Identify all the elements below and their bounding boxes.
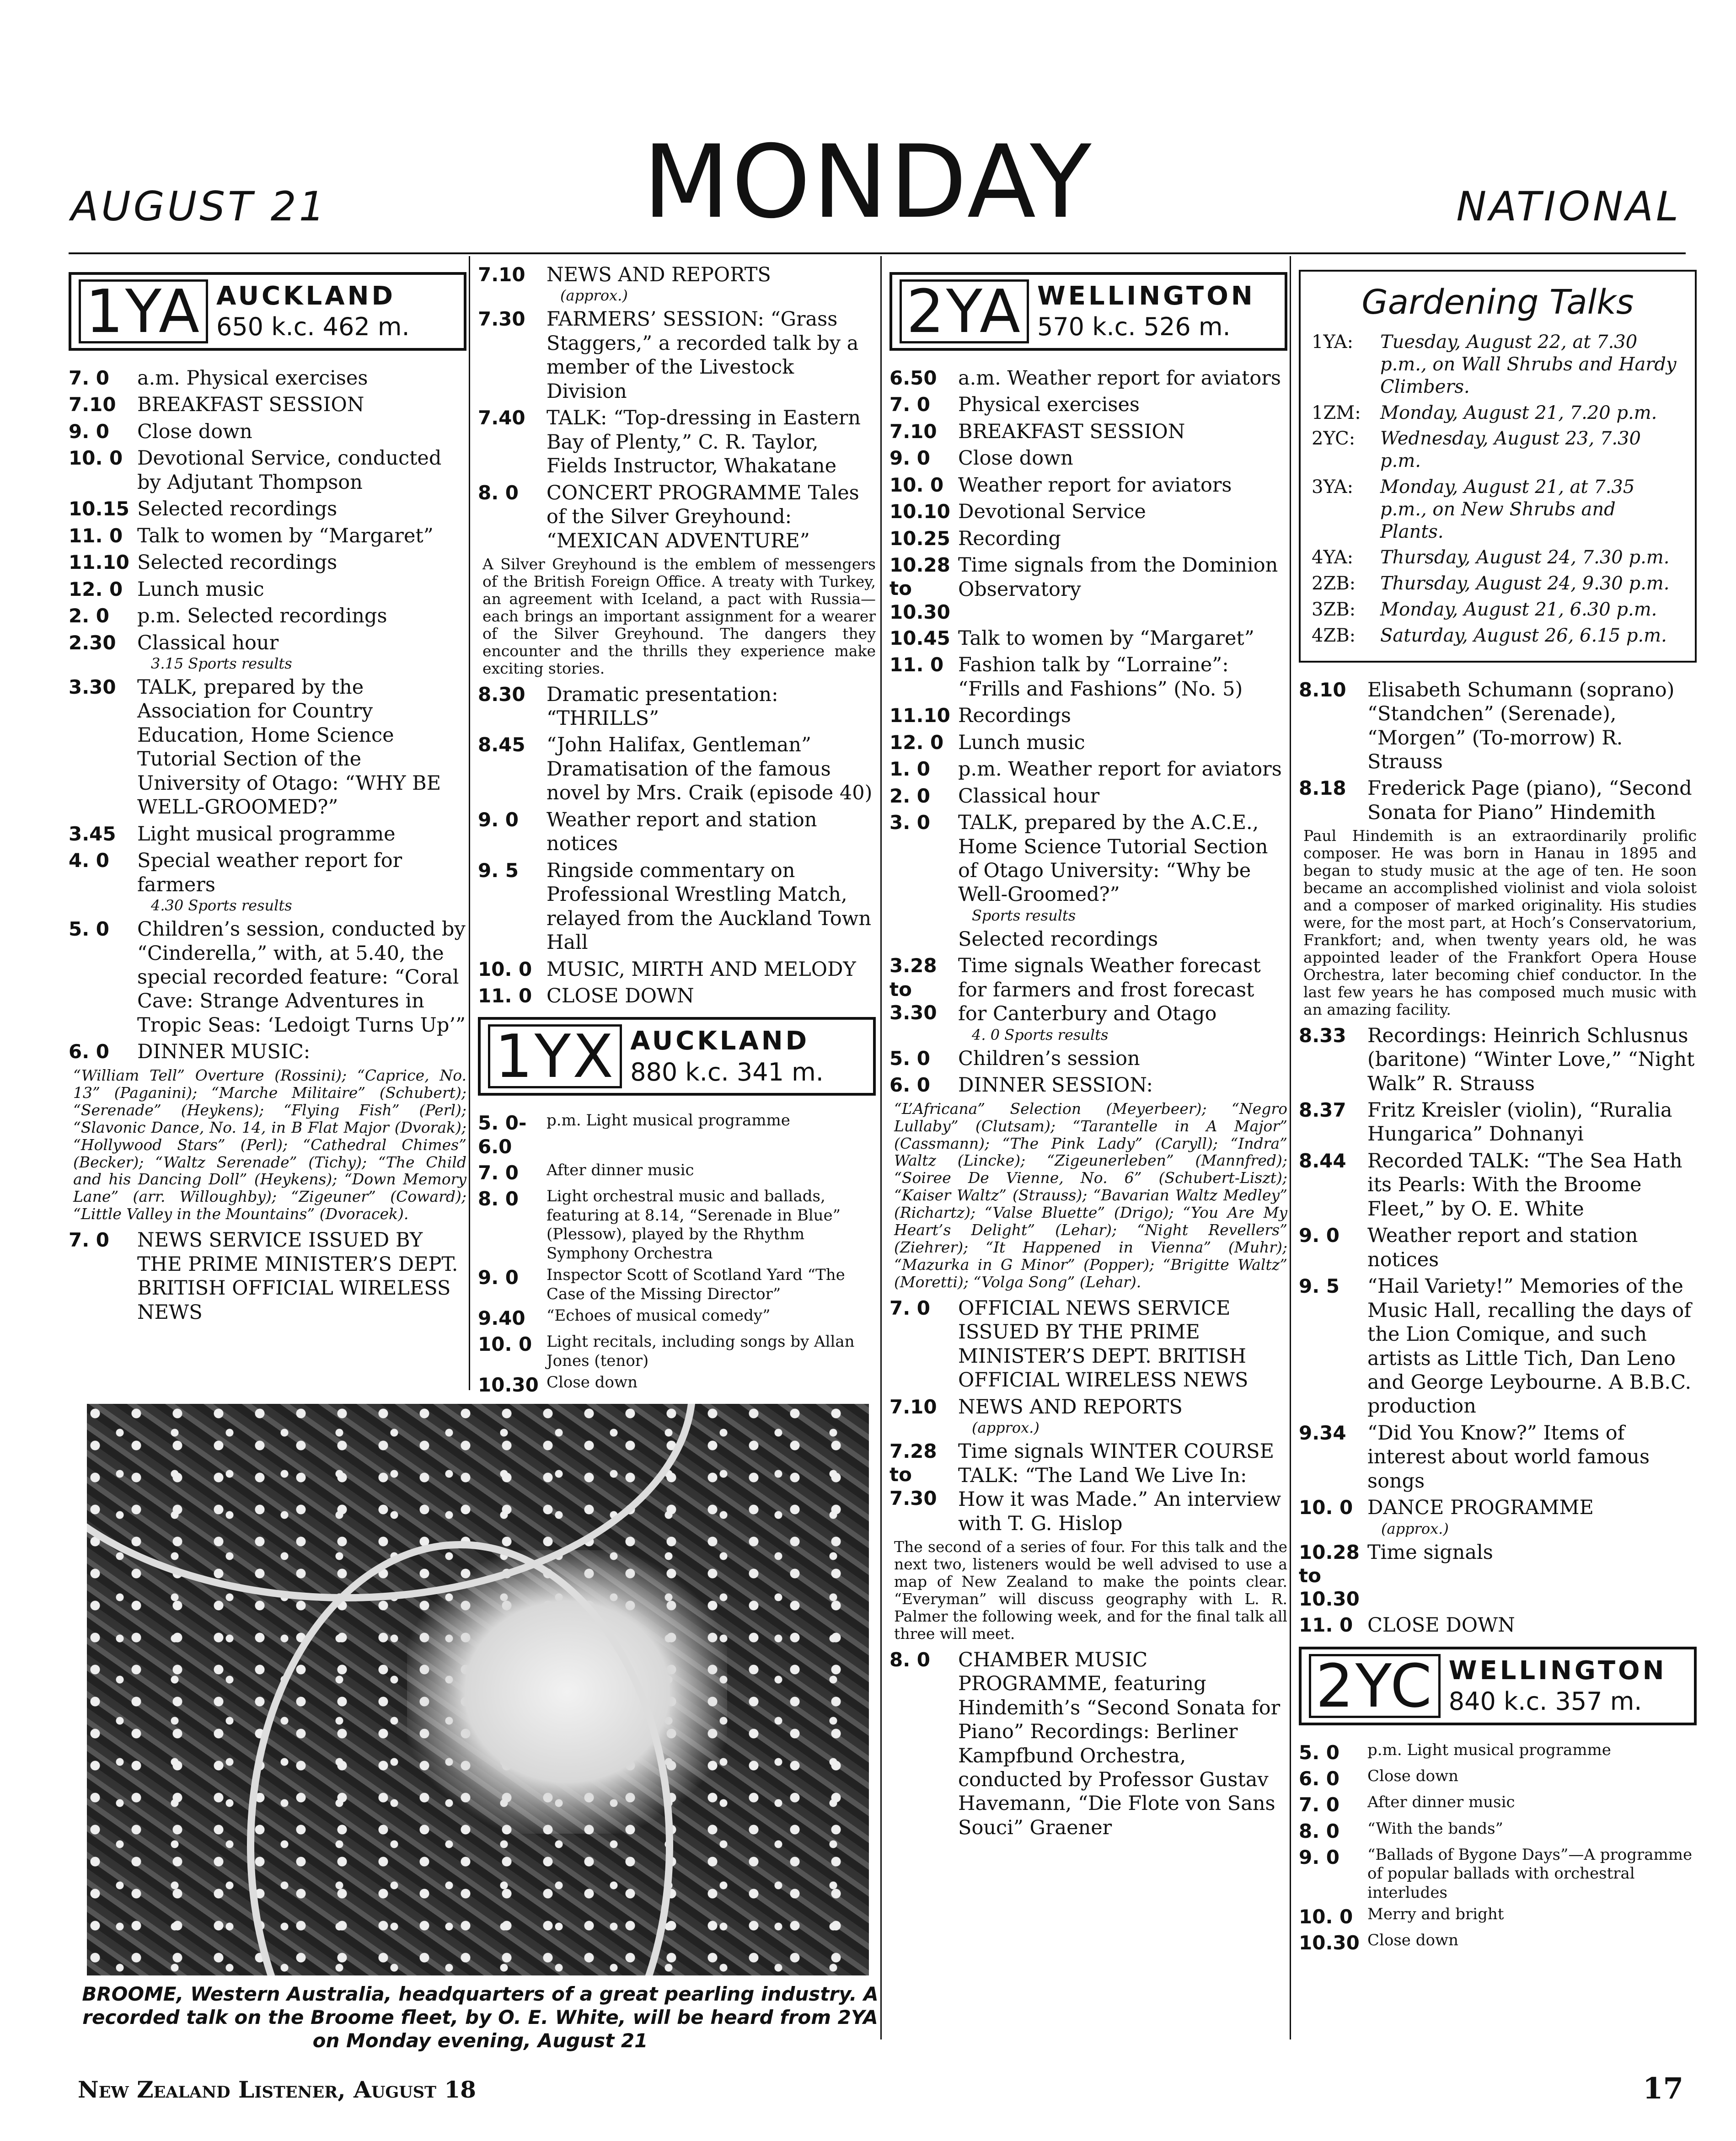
programme-item: 10. 0 DANCE PROGRAMME (approx.) <box>1299 1496 1594 1537</box>
gardening-talks-box <box>1299 270 1697 663</box>
column-divider <box>1290 256 1291 2039</box>
programme-item: 7. 0 After dinner music <box>478 1161 694 1184</box>
programme-item: 7.10 BREAKFAST SESSION <box>69 393 364 417</box>
station-call: 2YA <box>900 279 1029 343</box>
programme-item: 9. 0 Weather report and station notices <box>478 808 817 856</box>
programme-item: 7. 0 NEWS SERVICE ISSUED BY THE PRIME MINISTER’S DEPT. BRITISH OFFICIAL WIRELESS NEWS <box>69 1229 458 1324</box>
station-box-2ya <box>889 272 1287 351</box>
dinner-music-note: “William Tell” Overture (Rossini); “Caprice, No. 13” (Paganini); “Marche Militaire” (Schubert); “Serenade” (Heykens); “Flying Fish” (Perl); “Slavonic Dance, No. 14, in B Flat Major (Dvorak); “Hollywood Stars” (Perl); “Cathedral Chimes” (Becker); “Waltz Serenade” (Tichy); “The Child and his Dancing Doll” (Heykens); “Down Memory Lane” (arr. Willoughby); “Zigeuner” (Coward); “Little Valley in the Mountains” (Dvoracek). <box>73 1066 466 1223</box>
programme-item: 7. 0 After dinner music <box>1299 1793 1515 1816</box>
programme-item: 3.45 Light musical programme <box>69 822 396 846</box>
programme-list <box>1299 678 1697 825</box>
programme-item: 7.10 NEWS AND REPORTS (approx.) <box>478 263 771 305</box>
gardening-talk-row: 4ZB: Saturday, August 26, 6.15 p.m. <box>1312 625 1667 646</box>
photo-caption: BROOME, Western Australia, headquarters of a great pearling industry. A recorded talk on the Broome fleet, by O. E. White, will be heard from 2YA on Monday evening, August 21 <box>82 1983 879 2052</box>
gardening-talks-title: Gardening Talks <box>1361 283 1634 322</box>
programme-item: 5. 0-6.0 p.m. Light musical programme <box>478 1111 790 1158</box>
programme-item: 7.28 to 7.30 Time signals WINTER COURSE TALK: “The Land We Live In: How it was Made.” An interview with T. G. Hislop <box>889 1440 1281 1535</box>
station-box-2yc <box>1299 1647 1697 1725</box>
programme-item: 10.28 to 10.30 Time signals <box>1299 1541 1493 1611</box>
programme-item: 6. 0 DINNER MUSIC: <box>69 1040 311 1064</box>
column-1yA <box>69 263 466 1327</box>
programme-item: 7.10 NEWS AND REPORTS (approx.) <box>889 1395 1183 1437</box>
station-call: 2YC <box>1309 1654 1441 1718</box>
programme-item: 6. 0 Close down <box>1299 1767 1458 1790</box>
gardening-talk-row: 2YC: Wednesday, August 23, 7.30 p.m. <box>1312 428 1641 472</box>
station-city: WELLINGTON <box>1037 281 1255 311</box>
programme-item: 10. 0 Weather report for aviators <box>889 473 1232 497</box>
programme-item: 6.50 a.m. Weather report for aviators <box>889 367 1281 390</box>
programme-item: 8.44 Recorded TALK: “The Sea Hath its Pearls: With the Broome Fleet,” by O. E. White <box>1299 1149 1682 1220</box>
programme-item: 10. 0 MUSIC, MIRTH AND MELODY <box>478 958 856 981</box>
programme-list <box>1299 1024 1697 1638</box>
header-date: AUGUST 21 <box>71 183 327 230</box>
programme-list <box>1299 1741 1697 1955</box>
programme-item: 10.10 Devotional Service <box>889 500 1146 524</box>
concert-note: A Silver Greyhound is the emblem of messengers of the British Foreign Office. A treaty with Turkey, an agreement with Iceland, a pact with Russia—each brings an important assignment for a wearer of the Silver Greyhound. The dangers they encounter and the thrills they experience make exciting stories. <box>482 555 876 677</box>
gardening-talk-row: 1ZM: Monday, August 21, 7.20 p.m. <box>1312 402 1657 423</box>
dinner-session-note: “L’Africana” Selection (Meyerbeer); “Negro Lullaby” (Clutsam); “Tarantelle in A Major” (Cassmann); “The Pink Lady” (Caryll); “Indra” Waltz (Lincke); “Zigeunerleben” (Mannfred); “Soiree De Vienne, No. 6” (Schubert-Liszt); “Kaiser Waltz” (Strauss); “Bavarian Waltz Medley” (Richartz); “Valse Bluette” (Drigo); “You Are My Heart’s Delight” (Lehar); “Night Revellers” (Ziehrer); “It Happened in Vienna” (Muhr); “Mazurka in G Minor” (Popper); “Brigitte Waltz” (Moretti); “Volga Song” (Lehar). <box>894 1099 1287 1291</box>
programme-item: 9. 5 “Hail Variety!” Memories of the Music Hall, recalling the days of the Lion Comique, and such artists as Little Tich, Dan Leno and George Leybourne. A B.B.C. production <box>1299 1275 1692 1418</box>
column-2ya <box>889 263 1287 1842</box>
programme-item: 7.40 TALK: “Top-dressing in Eastern Bay of Plenty,” C. R. Taylor, Fields Instructor, Whakatane <box>478 407 861 478</box>
footer-publication: New Zealand Listener, August 18 <box>78 2076 477 2103</box>
column-2ya-evening <box>1299 263 1697 1958</box>
programme-item: 10.25 Recording <box>889 527 1061 550</box>
programme-item: 10. 0 Light recitals, including songs by Allan Jones (tenor) <box>478 1333 855 1370</box>
programme-item: 11.10 Recordings <box>889 704 1071 728</box>
programme-item: Selected recordings <box>958 927 1158 951</box>
programme-item: 10.28 to 10.30 Time signals from the Dominion Observatory <box>889 554 1278 623</box>
programme-list <box>478 683 876 1008</box>
station-city: AUCKLAND <box>630 1026 810 1056</box>
programme-item: 8. 0 Light orchestral music and ballads, featuring at 8.14, “Serenade in Blue” (Plessow), played by the Rhythm Symphony Orchestra <box>478 1187 841 1263</box>
header-network: NATIONAL <box>1456 183 1681 230</box>
programme-item: 8.45 “John Halifax, Gentleman” Dramatisation of the famous novel by Mrs. Craik (episode 40) <box>478 733 873 805</box>
programme-item: 9. 0 Inspector Scott of Scotland Yard “The Case of the Missing Director” <box>478 1266 845 1303</box>
station-box-1yx <box>478 1017 876 1096</box>
programme-item: 9. 0 Close down <box>69 420 252 443</box>
programme-item: 12. 0 Lunch music <box>889 731 1085 754</box>
programme-item: 11.10 Selected recordings <box>69 551 338 574</box>
gardening-talk-row: 2ZB: Thursday, August 24, 9.30 p.m. <box>1312 573 1670 594</box>
programme-item: 8.33 Recordings: Heinrich Schlusnus (baritone) “Winter Love,” “Night Walk” R. Strauss <box>1299 1024 1695 1095</box>
station-frequency: 840 k.c. 357 m. <box>1448 1687 1642 1716</box>
programme-item: 11. 0 CLOSE DOWN <box>478 985 694 1008</box>
programme-item: 8. 0 CONCERT PROGRAMME Tales of the Silver Greyhound: “MEXICAN ADVENTURE” <box>478 481 859 552</box>
programme-item: 7.30 FARMERS’ SESSION: “Grass Staggers,” a recorded talk by a member of the Livestock Division <box>478 308 859 403</box>
programme-item: 12. 0 Lunch music <box>69 578 264 601</box>
programme-item: 9.40 “Echoes of musical comedy” <box>478 1306 771 1329</box>
programme-item: 8.37 Fritz Kreisler (violin), “Ruralia Hungarica” Dohnanyi <box>1299 1099 1672 1146</box>
programme-item: 8.10 Elisabeth Schumann (soprano) “Standchen” (Serenade), “Morgen” (To-morrow) R. Strauss <box>1299 678 1675 773</box>
station-call: 1YX <box>488 1024 622 1088</box>
station-frequency: 570 k.c. 526 m. <box>1037 312 1231 342</box>
programme-item: 7. 0 a.m. Physical exercises <box>69 367 368 390</box>
gardening-talk-row: 3ZB: Monday, August 21, 6.30 p.m. <box>1312 599 1657 621</box>
programme-item: 2.30 Classical hour 3.15 Sports results <box>69 631 292 672</box>
station-call: 1YA <box>79 279 208 343</box>
broome-aerial-photo <box>87 1404 869 1975</box>
programme-item: 4. 0 Special weather report for farmers 4.30 Sports results <box>69 849 402 915</box>
programme-item: 3. 0 TALK, prepared by the A.C.E., Home Science Tutorial Section of Otago University: “Why be Well-Groomed?” Sports results <box>889 811 1268 924</box>
programme-item: 10.15 Selected recordings <box>69 498 338 521</box>
gardening-talk-row: 3YA: Monday, August 21, at 7.35 p.m., on New Shrubs and Plants. <box>1312 476 1635 542</box>
programme-item: 7. 0 Physical exercises <box>889 393 1140 417</box>
programme-item: 9.34 “Did You Know?” Items of interest about world famous songs <box>1299 1421 1650 1493</box>
column-1ya-evening <box>478 263 876 1399</box>
programme-item: 9. 0 Close down <box>889 447 1073 470</box>
column-divider <box>469 256 470 1390</box>
talk-note: The second of a series of four. For this talk and the next two, listeners would be well advised to use a map of New Zealand to make the points clear. “Everyman” will discuss geography with L. R. Palmer the following week, and for the final talk all three will meet. <box>894 1538 1287 1643</box>
programme-item: 1. 0 p.m. Weather report for aviators <box>889 758 1282 781</box>
programme-item: 11. 0 Fashion talk by “Lorraine”: “Frills and Fashions” (No. 5) <box>889 653 1243 701</box>
station-city: WELLINGTON <box>1448 1655 1667 1686</box>
programme-item: 9. 0 Weather report and station notices <box>1299 1224 1638 1271</box>
gardening-talks-list <box>1312 331 1684 647</box>
gardening-talk-row: 1YA: Tuesday, August 22, at 7.30 p.m., on Wall Shrubs and Hardy Climbers. <box>1312 332 1677 397</box>
programme-item: 6. 0 DINNER SESSION: <box>889 1074 1153 1097</box>
programme-item: 10.30 Close down <box>478 1373 638 1397</box>
hindemith-note: Paul Hindemith is an extraordinarily prolific composer. He was born in Hanau in 1895 and began to study music at the age of ten. He soon became an accomplished violinist and viola soloist and a composer of marked originality. His studies were, for the most part, at Hoch’s Conservatorium, Frankfort; and, when twenty years old, he was appointed leader of the Frankfort Opera House Orchestra, later becoming chief conductor. In the last few years he has composed much music with an amazing facility. <box>1303 827 1697 1018</box>
programme-list <box>889 366 1287 1097</box>
programme-list <box>478 1111 876 1397</box>
programme-item: 9. 5 Ringside commentary on Professional Wrestling Match, relayed from the Auckland Town Hall <box>478 859 872 954</box>
programme-list <box>889 1395 1287 1536</box>
station-frequency: 880 k.c. 341 m. <box>630 1057 824 1087</box>
station-city: AUCKLAND <box>216 281 396 311</box>
programme-item: 2. 0 Classical hour <box>889 784 1100 808</box>
programme-item: 8. 0 CHAMBER MUSIC PROGRAMME, featuring Hindemith’s “Second Sonata for Piano” Recordings: Berliner Kampfbund Orchestra, conducted by Professor Gustav Havemann, “Die Flote von Sans Souci” Graener <box>889 1648 1281 1839</box>
programme-item: 5. 0 Children’s session <box>889 1047 1140 1070</box>
programme-item: 5. 0 p.m. Light musical programme <box>1299 1740 1611 1764</box>
programme-item: 7.10 BREAKFAST SESSION <box>889 420 1185 443</box>
programme-item: 3.28 to 3.30 Time signals Weather forecast for farmers and frost forecast for Canterbury and Otago 4. 0 Sports results <box>889 954 1261 1044</box>
programme-item: 10.30 Close down <box>1299 1931 1458 1954</box>
programme-item: 8.30 Dramatic presentation: “THRILLS” <box>478 683 778 730</box>
programme-item: 10.45 Talk to women by “Margaret” <box>889 626 1254 650</box>
programme-item: 8.18 Frederick Page (piano), “Second Sonata for Piano” Hindemith <box>1299 777 1692 824</box>
column-divider <box>880 256 882 2039</box>
programme-item: 7. 0 OFFICIAL NEWS SERVICE ISSUED BY THE PRIME MINISTER’S DEPT. BRITISH OFFICIAL WIRELESS NEWS <box>889 1296 1248 1392</box>
programme-item: 11. 0 Talk to women by “Margaret” <box>69 524 434 547</box>
header-rule <box>69 252 1686 254</box>
programme-list <box>478 263 876 553</box>
station-box-1ya <box>69 272 466 351</box>
programme-item: 8. 0 “With the bands” <box>1299 1819 1503 1842</box>
programme-list <box>69 366 466 1064</box>
gardening-talk-row: 4YA: Thursday, August 24, 7.30 p.m. <box>1312 547 1670 568</box>
programme-item: 9. 0 “Ballads of Bygone Days”—A programme of popular ballads with orchestral interludes <box>1299 1845 1693 1902</box>
programme-item: 11. 0 CLOSE DOWN <box>1299 1614 1515 1637</box>
programme-list <box>889 1648 1287 1840</box>
programme-item: 10. 0 Devotional Service, conducted by Adjutant Thompson <box>69 447 442 494</box>
programme-item: 5. 0 Children’s session, conducted by “Cinderella,” with, at 5.40, the special recorded feature: “Coral Cave: Strange Adventures in Tropic Seas: ‘Ledoigt Turns Up’” <box>69 918 466 1037</box>
page-number: 17 <box>1642 2071 1683 2106</box>
programme-item: 2. 0 p.m. Selected recordings <box>69 605 387 628</box>
programme-item: 3.30 TALK, prepared by the Association for Country Education, Home Science Tutorial Section of the University of Otago: “WHY BE WELL-GROOMED?” <box>69 676 441 819</box>
programme-item: 10. 0 Merry and bright <box>1299 1905 1504 1928</box>
station-frequency: 650 k.c. 462 m. <box>216 312 410 342</box>
page-title: MONDAY <box>643 123 1093 241</box>
